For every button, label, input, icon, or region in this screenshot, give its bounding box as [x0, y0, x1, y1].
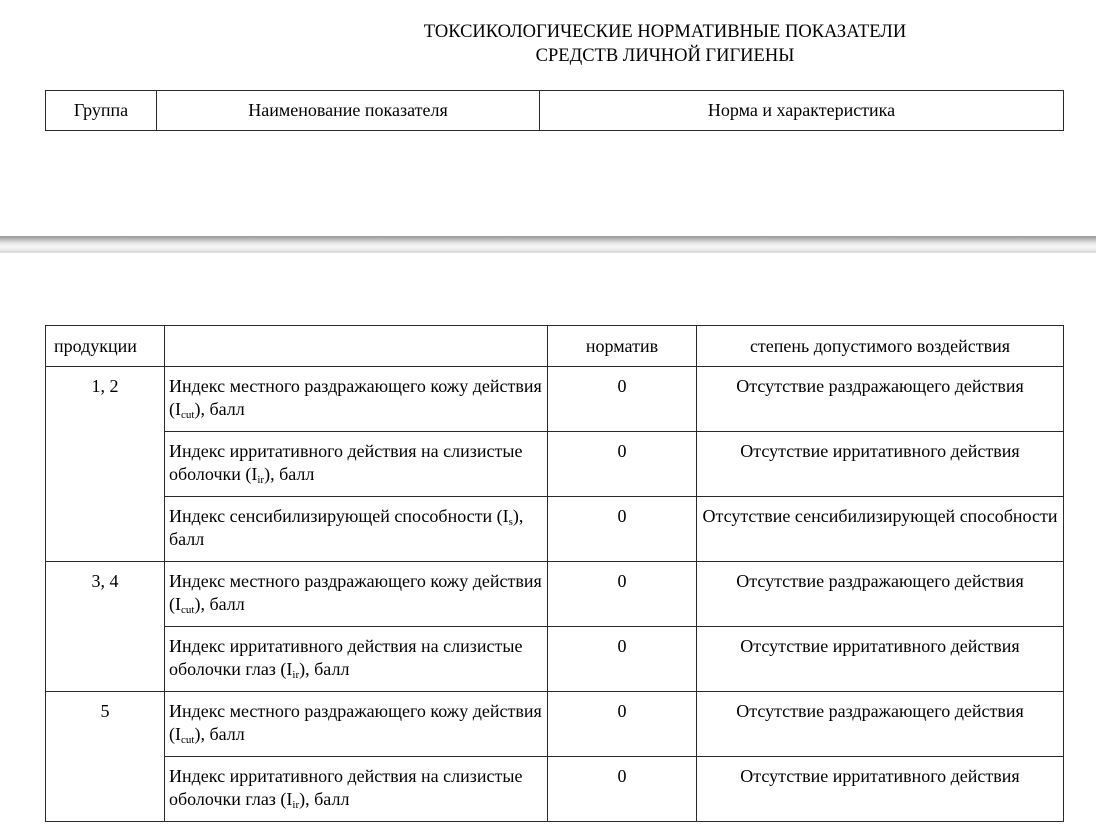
norm-value-cell: 0	[548, 432, 697, 497]
indicator-symbol-subscript: ir	[292, 799, 300, 811]
indicator-name-cell	[165, 562, 548, 627]
table-row	[46, 627, 1064, 692]
header-row-continued	[46, 326, 1064, 367]
table-row	[46, 692, 1064, 757]
indicator-name-text: Индекс ирритативного действия на слизистые оболочки глаз (I	[169, 636, 523, 679]
header-row	[46, 91, 1064, 131]
indicator-name-text: Индекс ирритативного действия на слизистые оболочки (I	[169, 441, 523, 484]
product-group-cell: 3, 4	[46, 562, 165, 692]
pdf-page-1	[0, 0, 1096, 236]
indicator-name-cell	[165, 367, 548, 432]
norm-description-cell: Отсутствие раздражающего действия	[697, 562, 1064, 627]
table-row	[46, 432, 1064, 497]
indicator-symbol-subscript: cut	[181, 409, 195, 421]
indicator-symbol-subscript: cut	[181, 604, 195, 616]
norm-value-cell: 0	[548, 497, 697, 562]
table-row	[46, 562, 1064, 627]
indicator-name-cell	[165, 627, 548, 692]
document-title	[0, 20, 1096, 68]
norm-value-cell: 0	[548, 627, 697, 692]
indicator-unit-text: ), балл	[299, 789, 350, 809]
norm-value-cell: 0	[548, 692, 697, 757]
header-norm: Норма и характеристика	[540, 91, 1064, 131]
indicator-name-text: Индекс местного раздражающего кожу действия (I	[169, 701, 542, 744]
norm-description-cell: Отсутствие раздражающего действия	[697, 692, 1064, 757]
norm-value-cell: 0	[548, 367, 697, 432]
indicator-name-text: Индекс местного раздражающего кожу действия (I	[169, 376, 542, 419]
norm-description-cell: Отсутствие ирритативного действия	[697, 432, 1064, 497]
indicator-name-cell	[165, 432, 548, 497]
norm-value-cell: 0	[548, 562, 697, 627]
indicators-table	[45, 325, 1064, 822]
table-row	[46, 757, 1064, 822]
indicator-name-text: Индекс местного раздражающего кожу действия (I	[169, 571, 542, 614]
header-norm-desc: степень допустимого воздействия	[697, 326, 1064, 367]
indicator-unit-text: ), балл	[194, 724, 245, 744]
header-name: Наименование показателя	[157, 91, 540, 131]
title-line-2: СРЕДСТВ ЛИЧНОЙ ГИГИЕНЫ	[535, 46, 795, 66]
indicator-symbol-subscript: cut	[181, 734, 195, 746]
indicator-name-cell	[165, 757, 548, 822]
table-header-top	[45, 90, 1064, 131]
indicator-name-cell	[165, 497, 548, 562]
indicator-unit-text: ), балл	[299, 659, 350, 679]
norm-description-cell: Отсутствие раздражающего действия	[697, 367, 1064, 432]
indicator-name-cell	[165, 692, 548, 757]
indicator-symbol-subscript: s	[508, 516, 513, 528]
norm-description-cell: Отсутствие сенсибилизирующей способности	[697, 497, 1064, 562]
table-row	[46, 367, 1064, 432]
indicator-unit-text: ), балл	[264, 464, 315, 484]
header-norm-value: норматив	[548, 326, 697, 367]
table-body	[46, 367, 1064, 822]
header-name-cont	[165, 326, 548, 367]
indicator-name-text: Индекс сенсибилизирующей способности (I	[169, 506, 509, 526]
norm-description-cell: Отсутствие ирритативного действия	[697, 627, 1064, 692]
indicator-symbol-subscript: ir	[292, 669, 300, 681]
table-row	[46, 497, 1064, 562]
norm-description-cell: Отсутствие ирритативного действия	[697, 757, 1064, 822]
title-line-1: ТОКСИКОЛОГИЧЕСКИЕ НОРМАТИВНЫЕ ПОКАЗАТЕЛИ	[423, 22, 907, 42]
indicator-unit-text: ), балл	[194, 594, 245, 614]
page-divider	[0, 236, 1096, 253]
header-group-cont: продукции	[46, 326, 165, 367]
header-group: Группа	[46, 91, 157, 131]
product-group-cell: 1, 2	[46, 367, 165, 562]
indicator-unit-text: ), балл	[169, 506, 524, 549]
indicator-unit-text: ), балл	[194, 399, 245, 419]
product-group-cell: 5	[46, 692, 165, 822]
indicator-symbol-subscript: ir	[257, 474, 265, 486]
norm-value-cell: 0	[548, 757, 697, 822]
indicator-name-text: Индекс ирритативного действия на слизистые оболочки глаз (I	[169, 766, 523, 809]
